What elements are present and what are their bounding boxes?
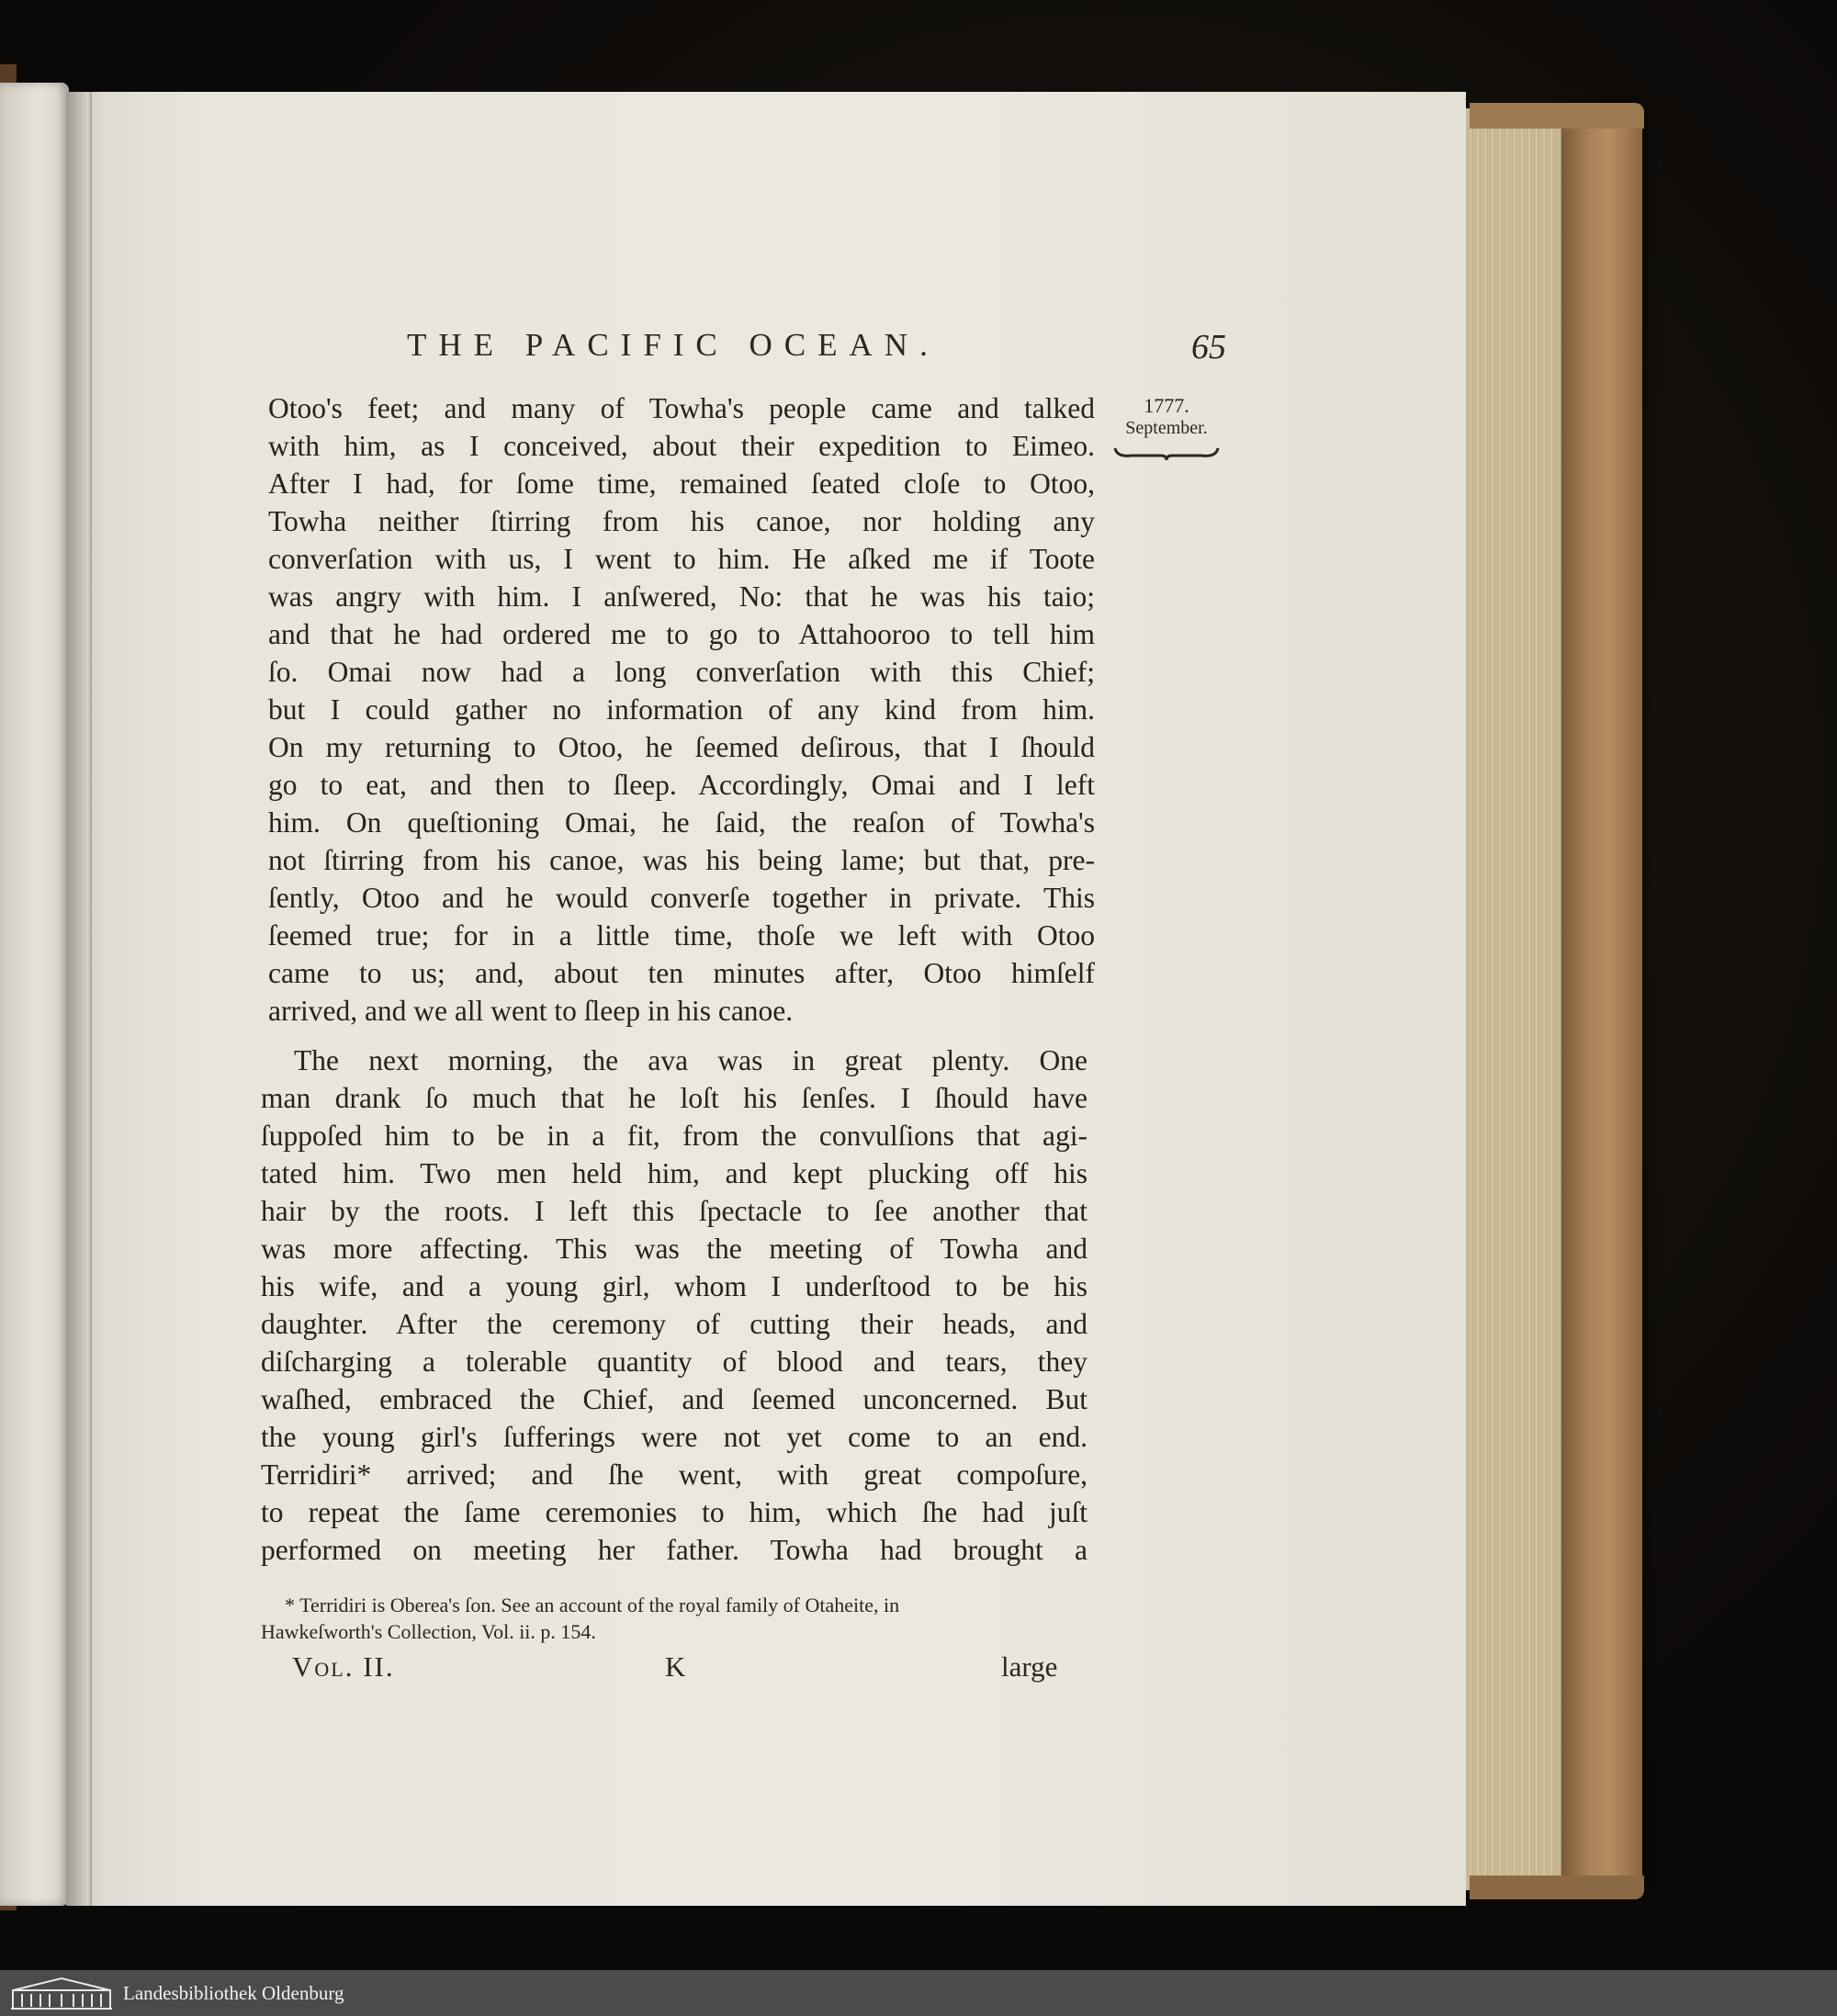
text-line: his wife, and a young girl, whom I underſtood to be his bbox=[261, 1270, 1088, 1302]
text-line: On my returning to Otoo, he ſeemed deſirous, that I ſhould bbox=[268, 731, 1095, 763]
text-line: to repeat the ſame ceremonies to him, which ſhe had juſt bbox=[261, 1496, 1088, 1528]
margin-month: September. bbox=[1125, 418, 1208, 438]
text-line: hair by the roots. I left this ſpectacle to ſee another that bbox=[261, 1195, 1088, 1227]
text-line: After I had, for ſome time, remained ſeated cloſe to Otoo, bbox=[268, 467, 1095, 500]
page-number: 65 bbox=[1191, 328, 1226, 366]
signature-mark: K bbox=[665, 1650, 686, 1683]
footnote-line: * Terridiri is Oberea's ſon. See an account of the royal family of Otaheite, in bbox=[285, 1594, 900, 1616]
text-line: converſation with us, I went to him. He aſked me if Toote bbox=[268, 543, 1095, 575]
text-line: Terridiri* arrived; and ſhe went, with great compoſure, bbox=[261, 1459, 1088, 1491]
text-line: with him, as I conceived, about their expedition to Eimeo. bbox=[268, 430, 1095, 462]
text-line: ſuppoſed him to be in a fit, from the convulſions that agi- bbox=[261, 1120, 1088, 1152]
text-line: Towha neither ſtirring from his canoe, nor holding any bbox=[268, 505, 1095, 537]
text-line: the young girl's ſufferings were not yet come to an end. bbox=[261, 1421, 1088, 1453]
brace-ornament bbox=[1113, 445, 1220, 461]
volume-signature: Vol. II. bbox=[292, 1650, 395, 1683]
text-line: tated him. Two men held him, and kept plucking off his bbox=[261, 1157, 1088, 1189]
page-gutter-shadow bbox=[66, 92, 103, 1906]
text-line: waſhed, embraced the Chief, and ſeemed unconcerned. But bbox=[261, 1383, 1088, 1415]
text-line: not ſtirring from his canoe, was his being lame; but that, pre- bbox=[268, 844, 1095, 876]
margin-year: 1777. bbox=[1144, 394, 1189, 417]
text-line: daughter. After the ceremony of cutting their heads, and bbox=[261, 1308, 1088, 1340]
text-line: diſcharging a tolerable quantity of blood and tears, they bbox=[261, 1346, 1088, 1378]
library-building-icon bbox=[9, 1976, 114, 2010]
footnote-line: Hawkeſworth's Collection, Vol. ii. p. 154. bbox=[261, 1620, 596, 1643]
text-line: The next morning, the ava was in great plenty. One bbox=[294, 1044, 1088, 1076]
text-line: arrived, and we all went to ſleep in his canoe. bbox=[268, 995, 794, 1027]
running-head: THE PACIFIC OCEAN. bbox=[407, 327, 940, 363]
text-line: came to us; and, about ten minutes after, Otoo himſelf bbox=[268, 957, 1095, 989]
left-page-edge bbox=[0, 83, 69, 1906]
text-line: but I could gather no information of any kind from him. bbox=[268, 693, 1095, 726]
catchword: large bbox=[1001, 1650, 1058, 1683]
text-line: and that he had ordered me to go to Attahooroo to tell him bbox=[268, 618, 1095, 650]
text-line: man drank ſo much that he loſt his ſenſes. I ſhould have bbox=[261, 1082, 1088, 1114]
text-line: was angry with him. I anſwered, No: that he was his taio; bbox=[268, 580, 1095, 613]
text-line: ſeemed true; for in a little time, thoſe we left with Otoo bbox=[268, 919, 1095, 952]
text-line: performed on meeting her father. Towha had brought a bbox=[261, 1534, 1088, 1566]
cover-top-edge bbox=[1470, 103, 1644, 129]
paragraph-2 bbox=[261, 1042, 1088, 1569]
library-name: Landesbibliothek Oldenburg bbox=[123, 1982, 344, 2004]
text-line: ſently, Otoo and he would converſe together in private. This bbox=[268, 882, 1095, 914]
text-line: go to eat, and then to ſleep. Accordingly, Omai and I left bbox=[268, 769, 1095, 801]
text-line: ſo. Omai now had a long converſation with this Chief; bbox=[268, 656, 1095, 688]
paragraph-1 bbox=[268, 389, 1095, 1030]
page-fore-edge bbox=[1466, 108, 1569, 1890]
text-line: Otoo's feet; and many of Towha's people came and talked bbox=[268, 392, 1095, 424]
margin-date-note bbox=[1111, 395, 1222, 461]
text-line: him. On queſtioning Omai, he ſaid, the reaſon of Towha's bbox=[268, 806, 1095, 839]
library-footer-bar bbox=[0, 1970, 1837, 2016]
book-cover-spine bbox=[1561, 103, 1642, 1889]
text-line: was more affecting. This was the meeting of Towha and bbox=[261, 1233, 1088, 1265]
cover-bottom-edge bbox=[1470, 1875, 1644, 1899]
footnote bbox=[261, 1592, 1078, 1645]
